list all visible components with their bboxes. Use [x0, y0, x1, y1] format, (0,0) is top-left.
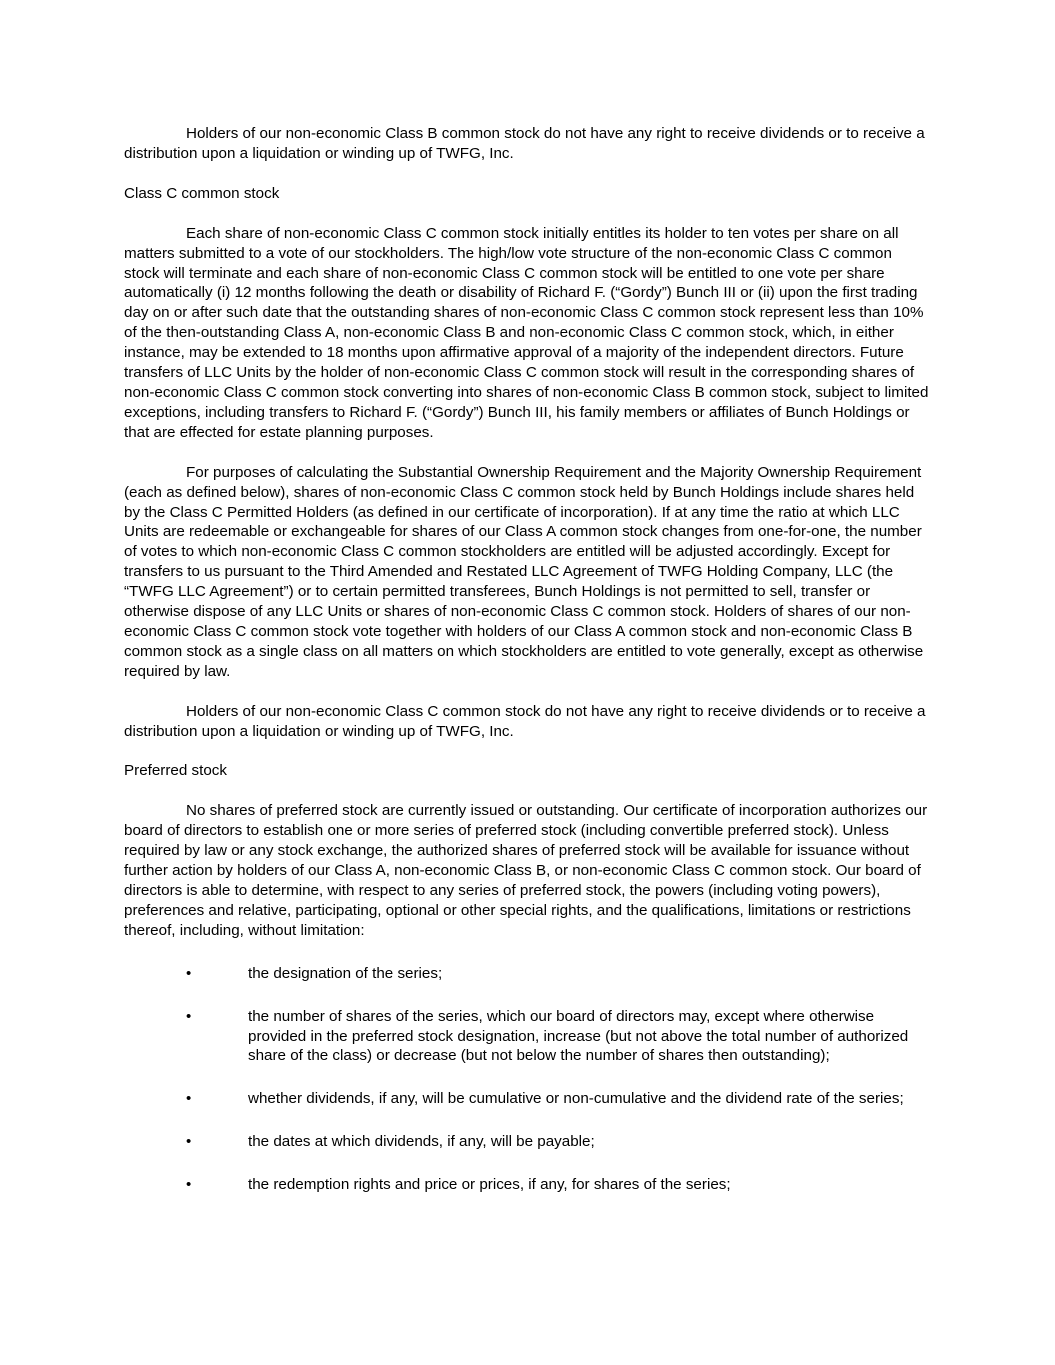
bullet-icon: • — [186, 1090, 192, 1108]
paragraph-ownership-requirements: For purposes of calculating the Substantial Ownership Requirement and the Majority Ownership Requirement (each as defined below), shares of non-economic Class C common stock held by Bunch Holdings include shares held by the Class C Permitted Holders (as defined in our certificate of incorporation). If at any time the ratio at which LLC Units are redeemable or exchangeable for shares of our Class A common stock changes from one-for-one, the number of votes to which non-economic Class C common stockholders are entitled will be adjusted accordingly. Except for transfers to us pursuant to the Third Amended and Restated LLC Agreement of TWFG Holding Company, LLC (the “TWFG LLC Agreement”) or to certain permitted transferees, Bunch Holdings is not permitted to sell, transfer or otherwise dispose of any LLC Units or shares of non-economic Class C common stock. Holders of shares of our non-economic Class C common stock vote together with holders of our Class A common stock and non-economic Class B common stock as a single class on all matters on which stockholders are entitled to vote generally, except as otherwise required by law. — [124, 463, 924, 680]
paragraph-preferred-stock: No shares of preferred stock are currently issued or outstanding. Our certificate of incorporation authorizes our board of directors to establish one or more series of preferred stock (including convertible preferred stock). Unless required by law or any stock exchange, the authorized shares of preferred stock will be available for issuance without further action by holders of our Class A, non-economic Class B, or non-economic Class C common stock. Our board of directors is able to determine, with respect to any series of preferred stock, the powers (including voting powers), preferences and relative, participating, optional or other special rights, and the qualifications, limitations or restrictions thereof, including, without limitation: — [124, 802, 928, 939]
document-page — [124, 124, 930, 1195]
heading-preferred-stock: Preferred stock — [124, 762, 227, 780]
paragraph-class-b-dividends: Holders of our non-economic Class B common stock do not have any right to receive dividends or to receive a distribution upon a liquidation or winding up of TWFG, Inc. — [124, 125, 925, 162]
list-item — [124, 1175, 930, 1195]
bullet-icon: • — [186, 1007, 192, 1025]
preferred-stock-rights-list — [124, 964, 930, 1195]
bullet-icon: • — [186, 1176, 192, 1194]
list-item — [124, 1132, 930, 1152]
list-item-text: the designation of the series; — [248, 964, 443, 982]
list-item — [124, 1089, 930, 1109]
bullet-icon: • — [186, 964, 192, 982]
bullet-icon: • — [186, 1133, 192, 1151]
list-item-text: the dates at which dividends, if any, will be payable; — [248, 1133, 595, 1151]
heading-class-c-common-stock: Class C common stock — [124, 184, 280, 202]
paragraph-class-c-votes: Each share of non-economic Class C common stock initially entitles its holder to ten votes per share on all matters submitted to a vote of our stockholders. The high/low vote structure of the non-economic Class C common stock will terminate and each share of non-economic Class C common stock will be entitled to one vote per share automatically (i) 12 months following the death or disability of Richard F. (“Gordy”) Bunch III or (ii) upon the first trading day on or after such date that the outstanding shares of non-economic Class C common stock represent less than 10% of the then-outstanding Class A, non-economic Class B and non-economic Class C common stock, which, in either instance, may be extended to 18 months upon affirmative approval of a majority of the independent directors. Future transfers of LLC Units by the holder of non-economic Class C common stock will result in the corresponding shares of non-economic Class C common stock converting into shares of non-economic Class B common stock, subject to limited exceptions, including transfers to Richard F. (“Gordy”) Bunch III, his family members or affiliates of Bunch Holdings or that are effected for estate planning purposes. — [124, 224, 929, 441]
list-item-text: the redemption rights and price or prices, if any, for shares of the series; — [248, 1176, 731, 1194]
list-item — [124, 964, 930, 984]
list-item — [124, 1007, 930, 1067]
paragraph-class-c-dividends: Holders of our non-economic Class C common stock do not have any right to receive dividends or to receive a distribution upon a liquidation or winding up of TWFG, Inc. — [124, 702, 926, 740]
list-item-text: whether dividends, if any, will be cumulative or non-cumulative and the dividend rate of the series; — [248, 1090, 904, 1108]
list-item-text: the number of shares of the series, which our board of directors may, except where otherwise provided in the preferred stock designation, increase (but not above the total number of authorized share of the class) or decrease (but not below the number of shares then outstanding); — [248, 1007, 909, 1065]
